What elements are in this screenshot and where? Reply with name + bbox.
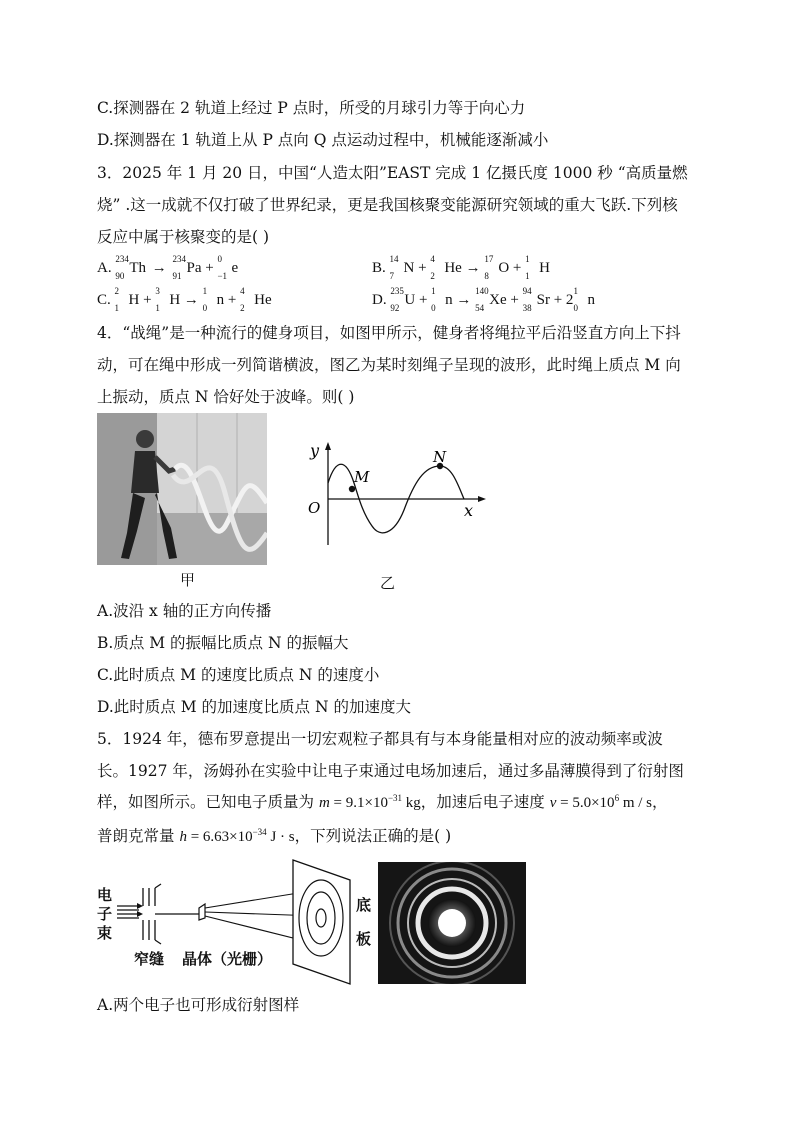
beam-label: 电子束 bbox=[97, 886, 113, 942]
battle-rope-photo bbox=[97, 413, 267, 565]
q3-line-1: 3．2025 年 1 月 20 日，中国“人造太阳”EAST 完成 1 亿摄氏度 1000 秒 “高质量燃 bbox=[97, 164, 688, 182]
q5-line-2: 长。1927 年，汤姆孙在实验中让电子束通过电场加速后，通过多晶薄膜得到了衍射图 bbox=[97, 762, 684, 780]
x-axis-label: x bbox=[464, 501, 474, 520]
q3-line-3: 反应中属于核聚变的是( ) bbox=[97, 228, 270, 246]
m-label: M bbox=[354, 468, 370, 486]
q4-option-a: A.波沿 x 轴的正方向传播 bbox=[97, 602, 272, 620]
caption-right: 乙 bbox=[380, 574, 396, 592]
slit-label: 窄缝 bbox=[134, 950, 165, 968]
q3-option-d: D. 235 92 U + 1 0 n → 140 54 Xe + 94 38 Sr + 2 1 0 n bbox=[372, 286, 595, 313]
caption-left: 甲 bbox=[180, 571, 196, 589]
q4-option-d: D.此时质点 M 的加速度比质点 N 的加速度大 bbox=[97, 698, 411, 716]
q4-option-b: B.质点 M 的振幅比质点 N 的振幅大 bbox=[97, 634, 349, 652]
point-m bbox=[349, 486, 355, 492]
origin-label: O bbox=[308, 499, 321, 517]
q3-option-a: A. 234 90 Th → 234 91 Pa + 0 −1 e bbox=[97, 254, 239, 281]
q4-line-1: 4．“战绳”是一种流行的健身项目，如图甲所示，健身者将绳拉平后沿竖直方向上下抖 bbox=[97, 324, 681, 342]
q4-line-3: 上振动，质点 N 恰好处于波峰。则( ) bbox=[97, 388, 355, 406]
line-d: D.探测器在 1 轨道上从 P 点向 Q 点运动过程中，机械能逐渐减小 bbox=[97, 131, 549, 149]
y-axis-label: y bbox=[310, 441, 320, 460]
screen-label: 底板 bbox=[356, 896, 372, 948]
q4-option-c: C.此时质点 M 的速度比质点 N 的速度小 bbox=[97, 666, 380, 684]
q3-line-2: 烧” .这一成就不仅打破了世界纪录，更是我国核聚变能源研究领域的重大飞跃.下列核 bbox=[97, 196, 678, 214]
q5-line-3: 样，如图所示。已知电子质量为 $m = 9.1\times 10^{-31}$ kg，加速后电子速度 $v = 5.0\times 10^6$ m / s， bbox=[97, 793, 668, 811]
q5-line-1: 5．1924 年，德布罗意提出一切宏观粒子都具有与本身能量相对应的波动频率或波 bbox=[97, 730, 663, 748]
q3-option-b: B. 14 7 N + 4 2 He → 17 8 O + 1 1 H bbox=[372, 254, 550, 281]
q3-option-c: C. 2 1 H + 3 1 H → 1 0 n + 4 2 He bbox=[97, 286, 272, 313]
q4-line-2: 动，可在绳中形成一列简谐横波，图乙为某时刻绳子呈现的波形，此时绳上质点 M 向 bbox=[97, 356, 681, 374]
q5-line-4: 普朗克常量 $h = 6.63\times 10^{-34}$ J · s，下列说法正确的是( ) bbox=[97, 827, 452, 845]
diffraction-pattern-photo bbox=[378, 862, 526, 984]
line-c: C.探测器在 2 轨道上经过 P 点时，所受的月球引力等于向心力 bbox=[97, 99, 526, 117]
n-label: N bbox=[433, 448, 447, 466]
crystal-label: 晶体（光栅） bbox=[182, 950, 273, 968]
q5-option-a: A.两个电子也可形成衍射图样 bbox=[97, 996, 300, 1014]
wave-graph bbox=[300, 440, 500, 550]
